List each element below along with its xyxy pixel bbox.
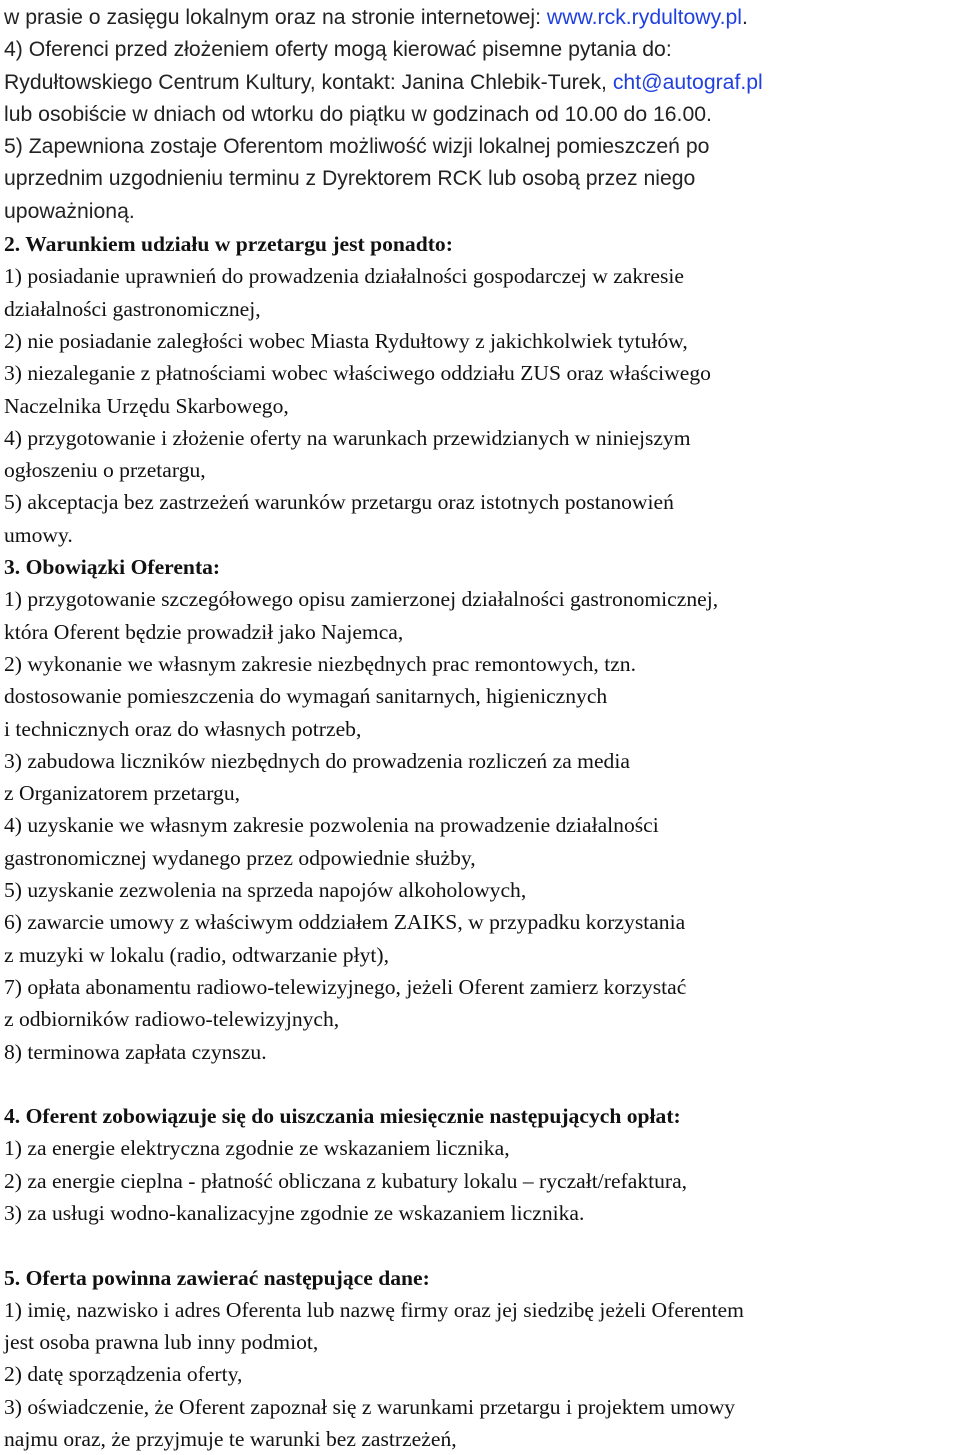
text-line: 2) wykonanie we własnym zakresie niezbędnych prac remontowych, tzn. [4, 651, 636, 676]
section-heading: 5. Oferta powinna zawierać następujące dane: [4, 1265, 430, 1290]
text-line: 4) przygotowanie i złożenie oferty na warunkach przewidzianych w niniejszym [4, 425, 691, 450]
text-line: która Oferent będzie prowadził jako Najemca, [4, 619, 404, 644]
text-line: z odbiorników radiowo-telewizyjnych, [4, 1007, 340, 1032]
text-line: upoważnioną. [4, 199, 135, 223]
text-line: 1) przygotowanie szczegółowego opisu zamierzonej działalności gastronomicznej, [4, 587, 719, 612]
text-line: 2) datę sporządzenia oferty, [4, 1362, 243, 1387]
text-segment: Rydułtowskiego Centrum Kultury, kontakt: Janina Chlebik-Turek, [4, 70, 613, 94]
text-line: najmu oraz, że przyjmuje te warunki bez zastrzeżeń, [4, 1427, 457, 1452]
document-page [4, 2, 960, 1455]
text-line: 5) uzyskanie zezwolenia na sprzeda napojów alkoholowych, [4, 878, 527, 903]
text-line [4, 2, 960, 34]
text-line: 3) zabudowa liczników niezbędnych do prowadzenia rozliczeń za media [4, 748, 630, 773]
text-line: 8) terminowa zapłata czynszu. [4, 1039, 267, 1064]
section-heading: 2. Warunkiem udziału w przetargu jest ponadto: [4, 232, 453, 257]
text-line: gastronomicznej wydanego przez odpowiednie służby, [4, 845, 476, 870]
text-line: i technicznych oraz do własnych potrzeb, [4, 716, 362, 741]
text-line: dostosowanie pomieszczenia do wymagań sanitarnych, higienicznych [4, 684, 608, 709]
email-link[interactable]: cht@autograf.pl [612, 70, 763, 94]
section-heading: 4. Oferent zobowiązuje się do uiszczania miesięcznie następujących opłat: [4, 1104, 681, 1129]
text-line: 3) za usługi wodno-kanalizacyjne zgodnie ze wskazaniem licznika. [4, 1200, 585, 1225]
blank-line [4, 1229, 960, 1261]
text-segment: . [741, 6, 748, 29]
text-line: uprzednim uzgodnieniu terminu z Dyrektorem RCK lub osobą przez niego [4, 167, 696, 191]
text-line: 1) imię, nazwisko i adres Oferenta lub nazwę firmy oraz jej siedzibę jeżeli Oferentem [4, 1297, 744, 1322]
text-line: lub osobiście w dniach od wtorku do piątku w godzinach od 10.00 do 16.00. [4, 102, 712, 126]
text-segment: w prasie o zasięgu lokalnym oraz na stronie internetowej: [4, 6, 547, 29]
text-line: 7) opłata abonamentu radiowo-telewizyjnego, jeżeli Oferent zamierz korzystać [4, 974, 687, 999]
text-line: działalności gastronomicznej, [4, 296, 261, 321]
text-line: 3) oświadczenie, że Oferent zapoznał się z warunkami przetargu i projektem umowy [4, 1394, 736, 1419]
text-line: Naczelnika Urzędu Skarbowego, [4, 393, 289, 418]
text-line: ogłoszeniu o przetargu, [4, 458, 206, 483]
text-line: 5) Zapewniona zostaje Oferentom możliwość wizji lokalnej pomieszczeń po [4, 135, 710, 159]
text-line: z muzyki w lokalu (radio, odtwarzanie płyt), [4, 942, 389, 967]
text-line: 2) nie posiadanie zaległości wobec Miasta Rydułtowy z jakichkolwiek tytułów, [4, 328, 688, 353]
text-line: umowy. [4, 522, 73, 547]
text-line: 5) akceptacja bez zastrzeżeń warunków przetargu oraz istotnych postanowień [4, 490, 674, 515]
blank-line [4, 1068, 960, 1100]
text-line: 2) za energie cieplna - płatność obliczana z kubatury lokalu – ryczałt/refaktura, [4, 1168, 688, 1193]
text-line: z Organizatorem przetargu, [4, 781, 241, 806]
text-line: 1) za energie elektryczna zgodnie ze wskazaniem licznika, [4, 1136, 510, 1161]
text-line: 3) niezaleganie z płatnościami wobec właściwego oddziału ZUS oraz właściwego [4, 361, 711, 386]
text-line: 6) zawarcie umowy z właściwym oddziałem ZAIKS, w przypadku korzystania [4, 910, 686, 935]
website-link[interactable]: www.rck.rydultowy.pl [546, 6, 742, 29]
text-line: 4) Oferenci przed złożeniem oferty mogą kierować pisemne pytania do: [4, 38, 672, 62]
text-line: 4) uzyskanie we własnym zakresie pozwolenia na prowadzenie działalności [4, 813, 659, 838]
text-line: 1) posiadanie uprawnień do prowadzenia działalności gospodarczej w zakresie [4, 264, 684, 289]
text-line [4, 67, 960, 99]
section-heading: 3. Obowiązki Oferenta: [4, 555, 221, 580]
text-line: jest osoba prawna lub inny podmiot, [4, 1330, 319, 1355]
